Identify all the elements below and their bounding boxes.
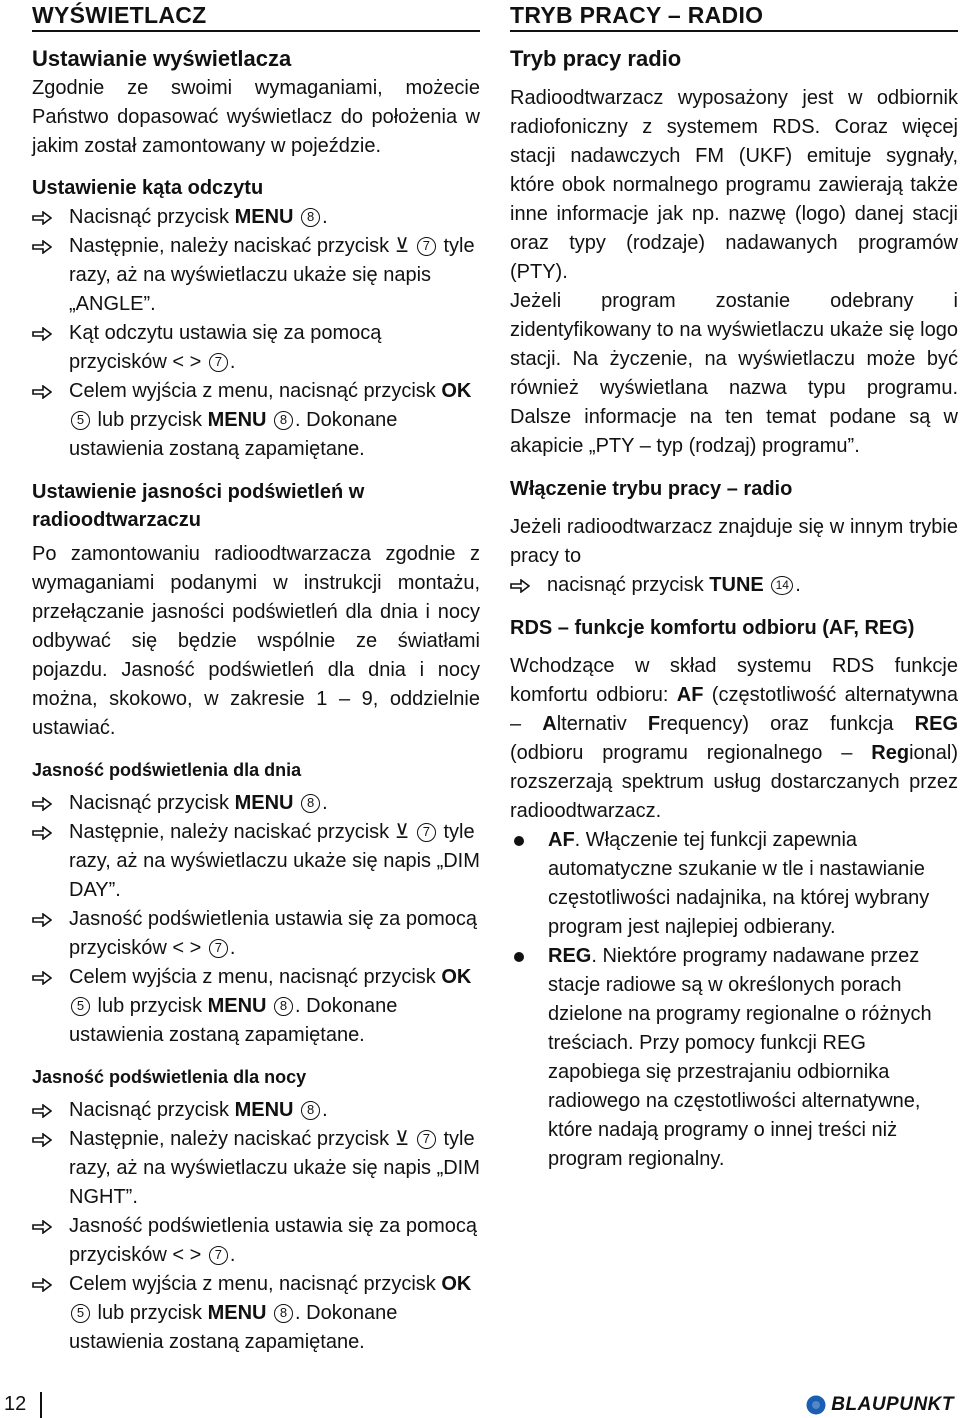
paragraph-rds-functions: Wchodzące w skład systemu RDS funkcje komfortu odbioru: AF (częstotliwość alternatywna – Alternativ Frequency) oraz funkcja REG (odbioru programu regionalnego – Regional) rozszerzają spektrum usług dostarczanych przez radioodtwarzacz. bbox=[510, 655, 958, 822]
step-text: Nacisnąć przycisk bbox=[69, 1099, 235, 1121]
step-item bbox=[32, 377, 480, 464]
list-item bbox=[510, 942, 958, 1174]
paragraph-station-logo: Jeżeli program zostanie odebrany i zidentyfikowany to na wyświetlaczu ukaże się logo stacji. Na życzenie, na wyświetlaczu może być również wyświetlana nazwa typu programu. Dalsze informacje na ten temat podane są w akapicie „PTY – typ (rodzaj) programu”. bbox=[510, 290, 958, 457]
step-text: . bbox=[795, 574, 801, 596]
step-item bbox=[32, 1125, 480, 1212]
button-number-badge: 8 bbox=[301, 1101, 320, 1120]
list-item bbox=[510, 826, 958, 942]
step-item bbox=[32, 963, 480, 1050]
paragraph-backlight: Po zamontowaniu radioodtwarzacza zgodnie z wymaganiami podanymi w instrukcji montażu, przełączanie jasności podświetleń dla dnia i nocy odbywać się będzie wspólnie ze światłami pojazdu. Jasność podświetleń dla dnia i nocy można, skokowo, w zakresie 1 – 9, oddzielnie ustawiać. bbox=[32, 543, 480, 739]
arrow-right-outline-icon bbox=[32, 797, 52, 811]
bullet-text: . Włączenie tej funkcji zapewnia automatyczne szukanie w tle i nastawianie częstotliwości nadajnika, na której wybrany program jest najlepiej odbierany. bbox=[548, 829, 930, 938]
step-item bbox=[32, 1096, 480, 1125]
button-number-badge: 7 bbox=[417, 823, 436, 842]
step-text: Następnie, należy naciskać przycisk ⊻ bbox=[69, 821, 415, 843]
step-item bbox=[32, 905, 480, 963]
bullet-dot-icon bbox=[514, 952, 524, 962]
brand-footer bbox=[806, 1392, 954, 1418]
step-text: tyle razy, aż na wyświetlaczu ukaże się napis „ANGLE”. bbox=[69, 235, 475, 315]
step-item bbox=[32, 818, 480, 905]
button-number-badge: 7 bbox=[209, 939, 228, 958]
button-number-badge: 5 bbox=[71, 997, 90, 1016]
section-title-radio: TRYB PRACY – RADIO bbox=[510, 0, 958, 32]
arrow-right-outline-icon bbox=[32, 240, 52, 254]
key-label: MENU bbox=[234, 206, 294, 228]
button-number-badge: 7 bbox=[209, 353, 228, 372]
step-text: Celem wyjścia z menu, nacisnąć przycisk bbox=[69, 380, 442, 402]
step-text: . Dokonane ustawienia zostaną zapamiętane. bbox=[69, 409, 398, 460]
key-label: MENU bbox=[207, 1302, 267, 1324]
page-number: 12 bbox=[4, 1393, 27, 1415]
step-text: Nacisnąć przycisk bbox=[69, 792, 235, 814]
button-number-badge: 7 bbox=[209, 1246, 228, 1265]
step-text: Celem wyjścia z menu, nacisnąć przycisk bbox=[69, 1273, 442, 1295]
arrow-right-outline-icon bbox=[510, 579, 530, 593]
key-label: MENU bbox=[207, 995, 267, 1017]
button-number-badge: 5 bbox=[71, 1304, 90, 1323]
step-text: Następnie, należy naciskać przycisk ⊻ bbox=[69, 235, 415, 257]
step-item bbox=[32, 1270, 480, 1357]
footer-divider bbox=[40, 1392, 42, 1418]
heading-night-brightness: Jasność podświetlenia dla nocy bbox=[32, 1067, 307, 1087]
key-label: MENU bbox=[234, 792, 294, 814]
arrow-right-outline-icon bbox=[32, 385, 52, 399]
step-text: lub przycisk bbox=[92, 1302, 208, 1324]
bullet-dot-icon bbox=[514, 836, 524, 846]
step-text: lub przycisk bbox=[92, 995, 208, 1017]
blaupunkt-logo-icon bbox=[806, 1395, 826, 1415]
step-text: tyle razy, aż na wyświetlaczu ukaże się napis „DIM NGHT”. bbox=[69, 1128, 480, 1208]
key-label: TUNE bbox=[709, 574, 764, 596]
night-steps bbox=[32, 1096, 480, 1357]
arrow-right-outline-icon bbox=[32, 211, 52, 225]
button-number-badge: 5 bbox=[71, 411, 90, 430]
step-text: Celem wyjścia z menu, nacisnąć przycisk bbox=[69, 966, 442, 988]
button-number-badge: 8 bbox=[301, 794, 320, 813]
step-text: . bbox=[229, 351, 236, 373]
heading-rds-functions: RDS – funkcje komfortu odbioru (AF, REG) bbox=[510, 617, 915, 639]
key-label: MENU bbox=[207, 409, 267, 431]
button-number-badge: 8 bbox=[301, 208, 320, 227]
step-item bbox=[510, 571, 958, 600]
button-number-badge: 8 bbox=[274, 1304, 293, 1323]
step-text: Jasność podświetlenia ustawia się za pomocą przycisków < > bbox=[69, 1215, 477, 1266]
arrow-right-outline-icon bbox=[32, 1133, 52, 1147]
key-label: REG bbox=[548, 945, 592, 967]
button-number-badge: 8 bbox=[274, 997, 293, 1016]
step-text: . Dokonane ustawienia zostaną zapamiętane. bbox=[69, 1302, 398, 1353]
arrow-right-outline-icon bbox=[32, 1278, 52, 1292]
step-text: Jasność podświetlenia ustawia się za pomocą przycisków < > bbox=[69, 908, 477, 959]
step-text: . bbox=[229, 937, 236, 959]
arrow-right-outline-icon bbox=[32, 826, 52, 840]
button-number-badge: 7 bbox=[417, 237, 436, 256]
arrow-right-outline-icon bbox=[32, 1220, 52, 1234]
step-text: tyle razy, aż na wyświetlaczu ukaże się napis „DIM DAY”. bbox=[69, 821, 480, 901]
step-item bbox=[32, 1212, 480, 1270]
brand-name: BLAUPUNKT bbox=[831, 1394, 954, 1415]
step-text: . bbox=[322, 206, 328, 228]
step-text: Następnie, należy naciskać przycisk ⊻ bbox=[69, 1128, 415, 1150]
key-label: OK bbox=[441, 966, 472, 988]
arrow-right-outline-icon bbox=[32, 1104, 52, 1118]
paragraph-rds-intro: Radioodtwarzacz wyposażony jest w odbiornik radiofoniczny z systemem RDS. Coraz więcej stacji nadawczych FM (UKF) emituje sygnały, które obok normalnego programu zawierają także inne informacje jak np. nazwę (logo) danej stacji oraz typy (rodzaje) nadawanych programów (PTY). bbox=[510, 87, 958, 283]
bullet-text: . Niektóre programy nadawane przez stacje radiowe są w określonych porach dzielone na programy regionalne o różnych treściach. Przy pomocy funkcji REG zapobiega się przestrajaniu odbiornika radiowego na częstotliwości alternatywne, które nadają programy o innej treści niż program regionalny. bbox=[548, 945, 932, 1170]
button-number-badge: 7 bbox=[417, 1130, 436, 1149]
arrow-right-outline-icon bbox=[32, 327, 52, 341]
step-text: Kąt odczytu ustawia się za pomocą przycisków < > bbox=[69, 322, 382, 373]
step-text: . bbox=[229, 1244, 236, 1266]
step-item bbox=[32, 232, 480, 319]
step-text: . bbox=[322, 1099, 328, 1121]
step-text: . Dokonane ustawienia zostaną zapamiętane. bbox=[69, 995, 398, 1046]
key-label: MENU bbox=[234, 1099, 294, 1121]
heading-enable-radio: Włączenie trybu pracy – radio bbox=[510, 478, 793, 500]
heading-viewing-angle: Ustawienie kąta odczytu bbox=[32, 177, 264, 199]
step-item bbox=[32, 203, 480, 232]
button-number-badge: 14 bbox=[771, 576, 793, 595]
button-number-badge: 8 bbox=[274, 411, 293, 430]
right-column bbox=[510, 0, 958, 1174]
heading-day-brightness: Jasność podświetlenia dla dnia bbox=[32, 760, 302, 780]
rds-bullet-list bbox=[510, 826, 958, 1174]
step-text: . bbox=[322, 792, 328, 814]
day-steps bbox=[32, 789, 480, 1050]
step-text: nacisnąć przycisk bbox=[547, 574, 710, 596]
arrow-right-outline-icon bbox=[32, 913, 52, 927]
left-column bbox=[32, 0, 480, 1357]
step-text: lub przycisk bbox=[92, 409, 208, 431]
section-title-display: WYŚWIETLACZ bbox=[32, 0, 480, 32]
paragraph-display-setting: Zgodnie ze swoimi wymaganiami, możecie Państwo dopasować wyświetlacz do położenia w jakim został zamontowany w pojeździe. bbox=[32, 77, 480, 157]
angle-steps bbox=[32, 203, 480, 464]
paragraph-other-mode: Jeżeli radioodtwarzacz znajduje się w innym trybie pracy to bbox=[510, 516, 958, 567]
heading-radio-mode: Tryb pracy radio bbox=[510, 46, 682, 71]
key-label: OK bbox=[441, 380, 472, 402]
step-item bbox=[32, 319, 480, 377]
heading-backlight: Ustawienie jasności podświetleń w radioodtwarzaczu bbox=[32, 481, 365, 531]
key-label: AF bbox=[548, 829, 575, 851]
arrow-right-outline-icon bbox=[32, 971, 52, 985]
heading-display-setting: Ustawianie wyświetlacza bbox=[32, 46, 292, 71]
key-label: OK bbox=[441, 1273, 472, 1295]
step-item bbox=[32, 789, 480, 818]
step-text: Nacisnąć przycisk bbox=[69, 206, 235, 228]
